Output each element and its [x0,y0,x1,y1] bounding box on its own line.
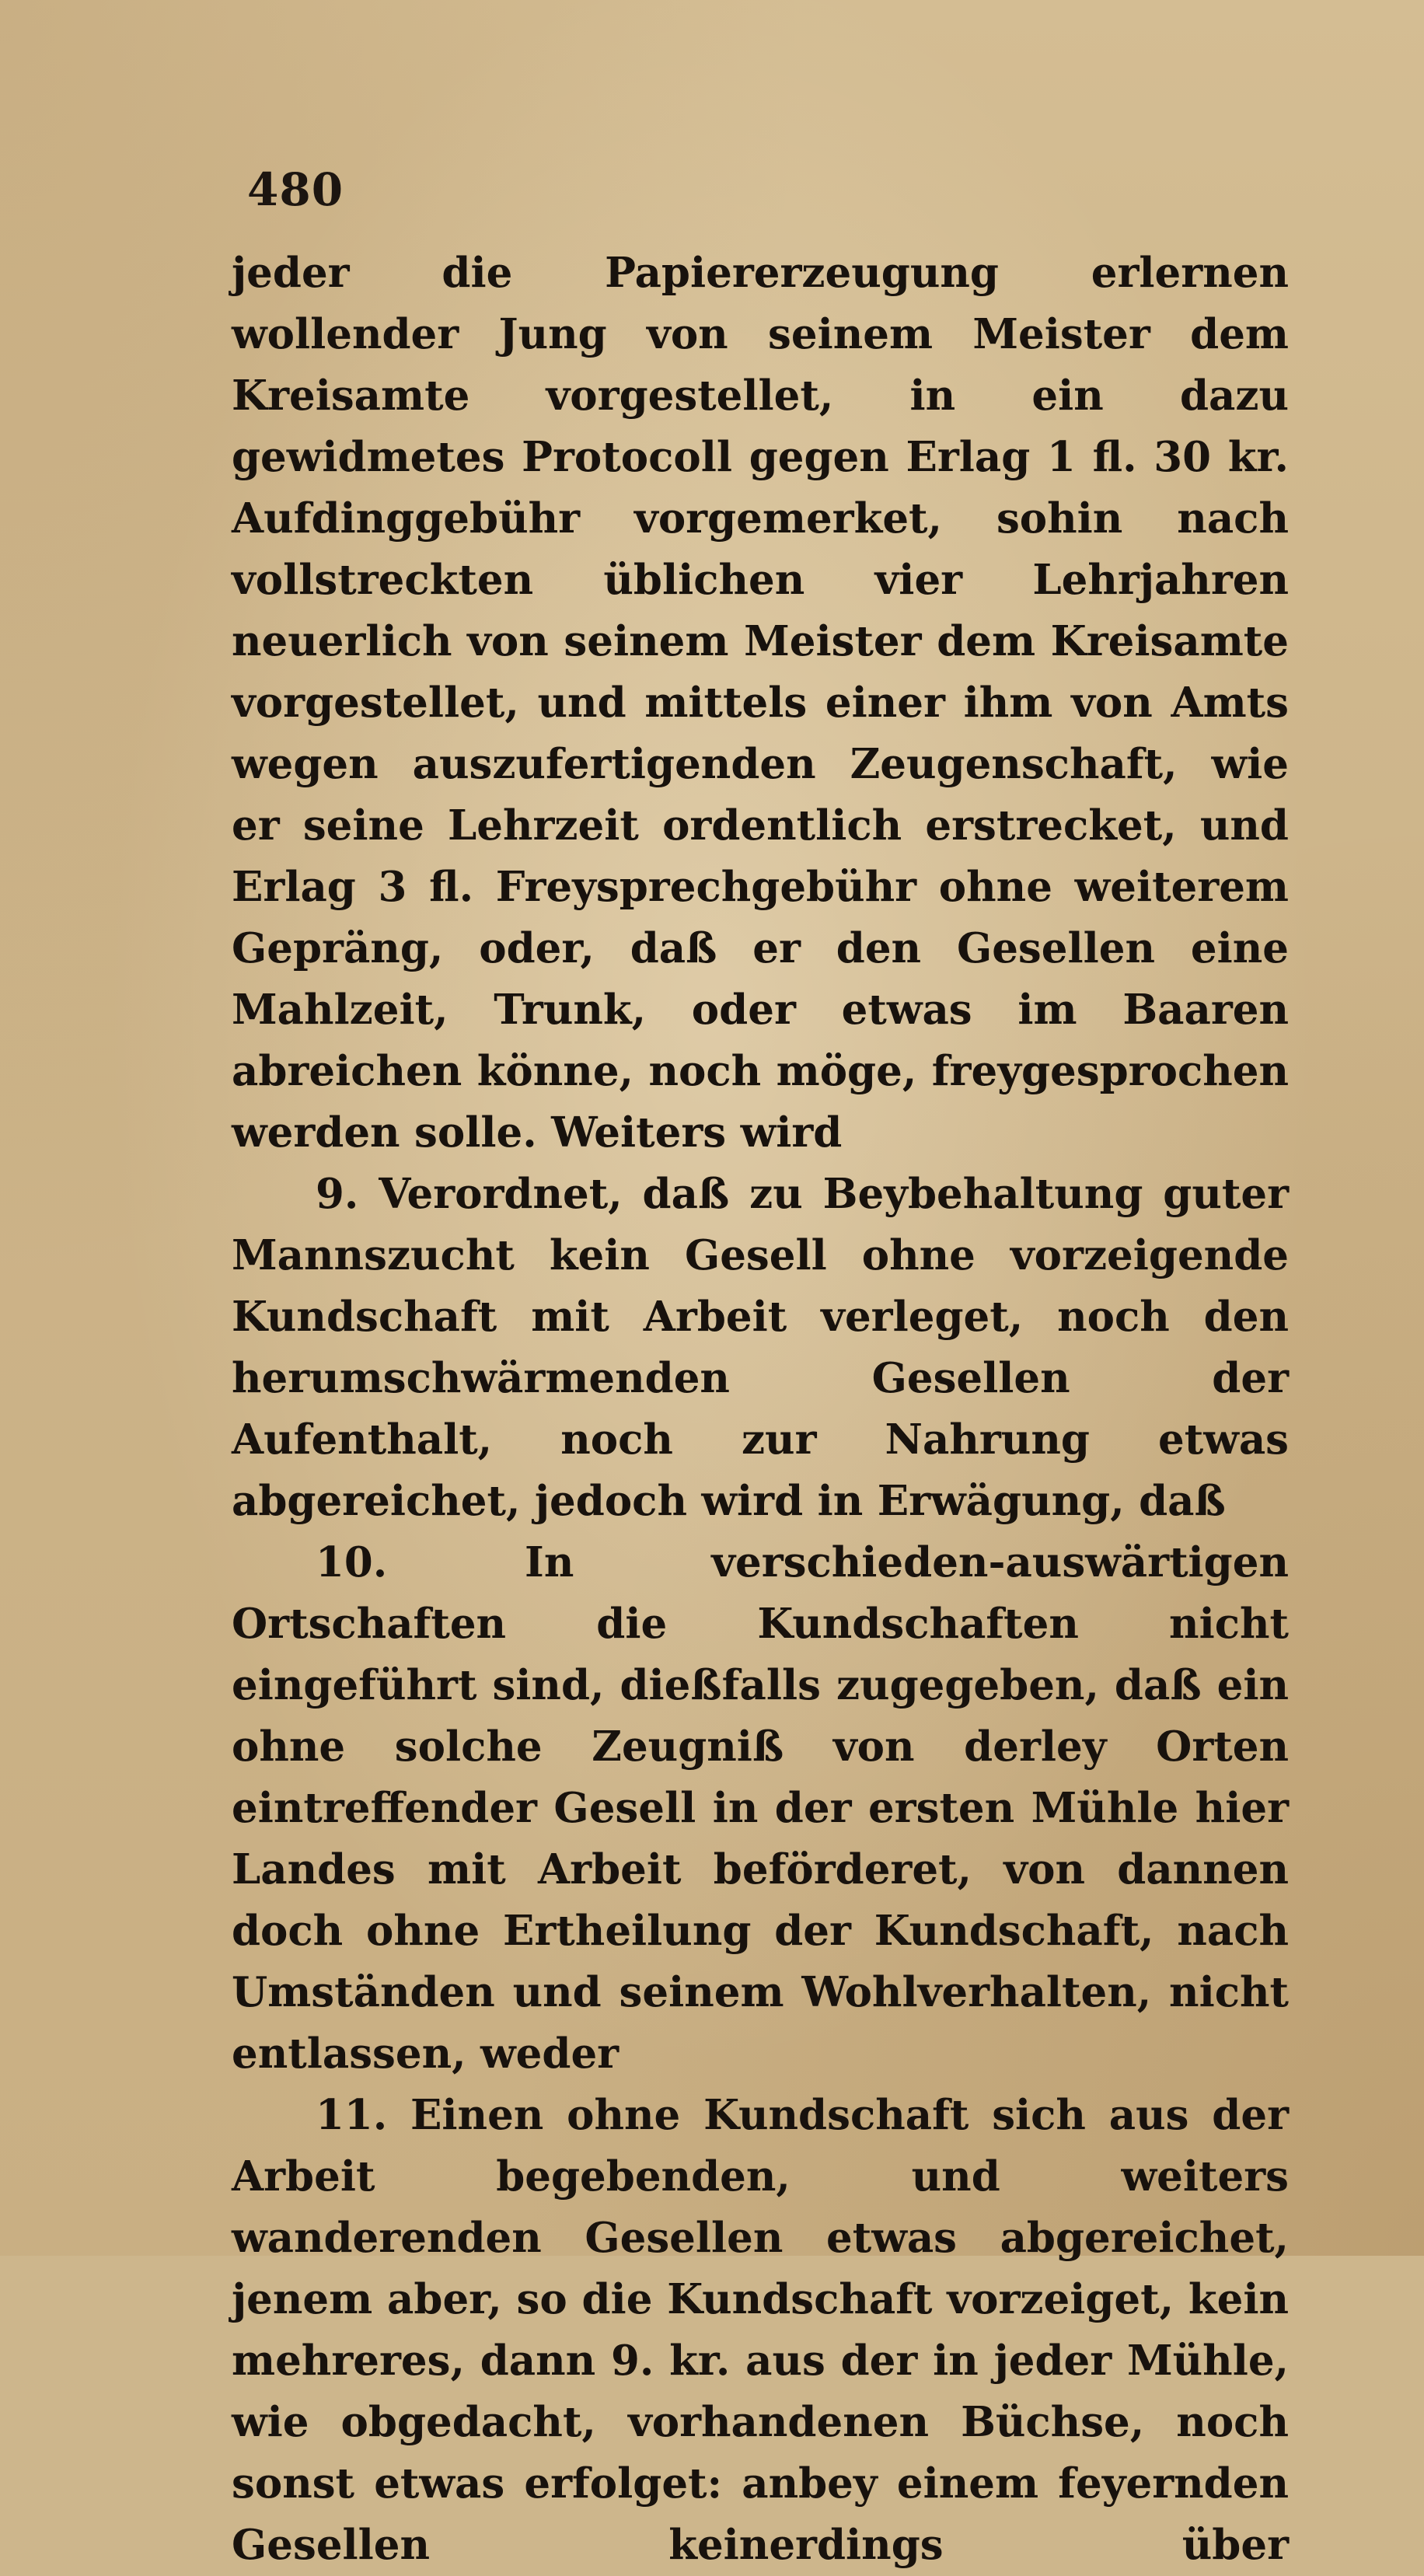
paragraph-11: 11. Einen ohne Kundschaft sich aus der Arbeit begebenden, und weiters wanderenden Gesellen etwas abgereichet, jenem aber, so die Kundschaft vorzeiget, kein mehreres, dann 9. kr. aus der in jeder Mühle, wie obgedacht, vorhandenen Büchse, noch sonst etwas erfolget: anbey einem feyernden Gesellen keinerdings über [232,2091,1289,2569]
paragraph-10: 10. In verschieden-auswärtigen Ortschaften die Kundschaften nicht eingeführt sind, dießfalls zugegeben, daß ein ohne solche Zeugniß von derley Orten eintreffender Gesell in der ersten Mühle hier Landes mit Arbeit beförderet, von dannen doch ohne Ertheilung der Kundschaft, nach Umständen und seinem Wohlverhalten, nicht entlassen, weder [232,1538,1289,2078]
paragraph-continuation: jeder die Papiererzeugung erlernen wollender Jung von seinem Meister dem Kreisamte vorgestellet, in ein dazu gewidmetes Protocoll gegen Erlag 1 fl. 30 kr. Aufdinggebühr vorgemerket, sohin nach vollstreckten üblichen vier Lehrjahren neuerlich von seinem Meister dem Kreisamte vorgestellet, und mittels einer ihm von Amts wegen auszufertigenden Zeugenschaft, wie er seine Lehrzeit ordentlich erstrecket, und Erlag 3 fl. Freysprechgebühr ohne weiterem Gepräng, oder, daß er den Gesellen eine Mahlzeit, Trunk, oder etwas im Baaren abreichen könne, noch möge, freygesprochen werden solle. Weiters wird [232,249,1289,1157]
paragraph-9: 9. Verordnet, daß zu Beybehaltung guter Mannszucht kein Gesell ohne vorzeigende Kundschaft mit Arbeit verleget, noch den herumschwärmenden Gesellen der Aufenthalt, noch zur Nahrung etwas abgereichet, jedoch wird in Erwägung, daß [232,1170,1289,1525]
body-text [232,243,1289,2576]
page-number: 480 [247,163,344,216]
